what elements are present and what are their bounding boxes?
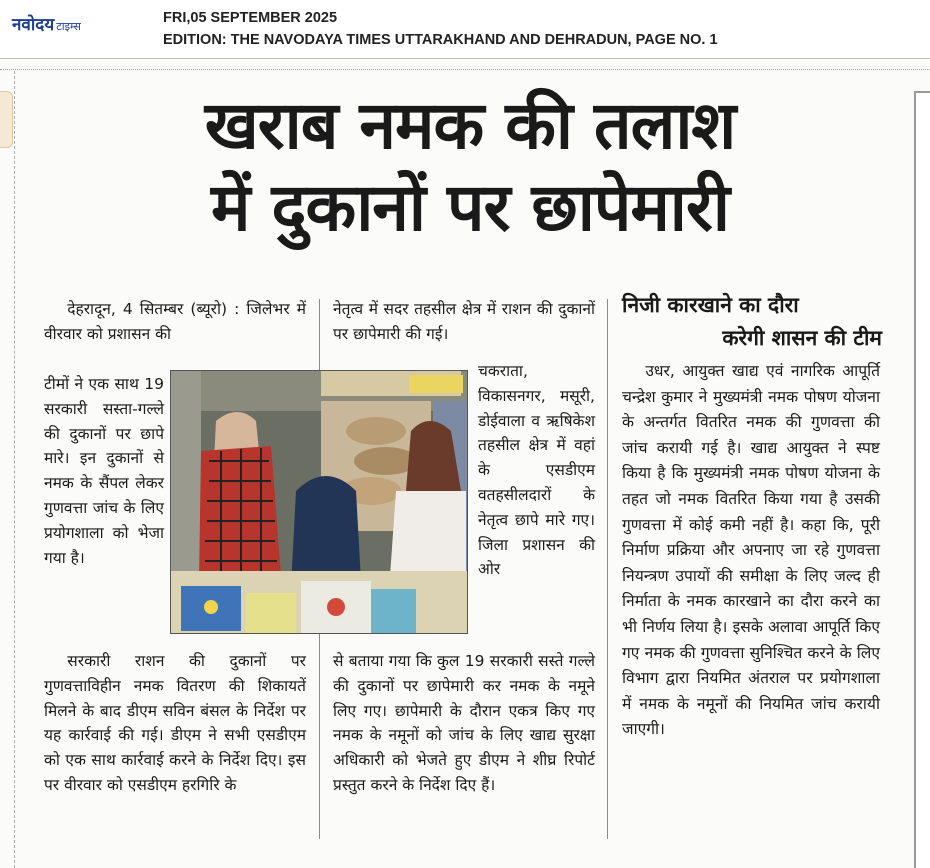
article-paragraph: टीमों ने एक साथ 19 सरकारी सस्ता-गल्ले की दुकानों पर छापे मारे। इन दुकानों से नमक के सैंपल लेकर गुणवत्ता जांच के लिए प्रयोगशाला को भेजा गया है। — [44, 375, 164, 567]
cut-text-strip — [0, 59, 930, 70]
raid-photo-illustration — [171, 371, 467, 633]
article-dateline-paragraph: देहरादून, 4 सितम्बर (ब्यूरो) : जिलेभर में वीरवार को प्रशासन की — [44, 300, 306, 343]
headline-line-2: में दुकानों पर छापेमारी — [211, 169, 729, 246]
article-paragraph: नेतृत्व में सदर तहसील क्षेत्र में राशन की दुकानों पर छापेमारी की गई। — [333, 300, 595, 343]
sidebar-body: उधर, आयुक्त खाद्य एवं नागरिक आपूर्ति चन्द्रेश कुमार ने मुख्यमंत्री नमक पोषण योजना के अन्तर्गत वितरित नमक की गुणवत्ता की जांच करायी गई है। खाद्य आयुक्त ने स्पष्ट किया है कि मुख्यमंत्री नमक पोषण योजना के तहत जो नमक वितरित किया गया है उसकी गुणवत्ता में कोई कमी नहीं है। कहा कि, पूरी निर्माण प्रक्रिया और अपनाए जा रहे गुणवत्ता नियन्त्रण उपायों की समीक्षा के लिए जल्द ही निर्माता के नमक कारखाने का दौरा करने का भी निर्णय लिया है। इसके अलावा आपूर्ति किए गए नमक की गुणवत्ता सुनिश्चित करने के लिए विभाग द्वारा नियमित अंतराल पर प्रयोगशाला में नमक के नमूनों की नियमित जांच करायी जाएगी। — [622, 362, 880, 739]
sidebar-headline — [622, 289, 882, 355]
sidebar-headline-line-1: निजी कारखाने का दौरा — [622, 293, 799, 317]
article-paragraph: सरकारी राशन की दुकानों पर गुणवत्ताविहीन नमक वितरण की शिकायतें मिलने के बाद डीएम सविन बंसल के निर्देश पर यह कार्रवाई की गई। डीएम ने सभी एसडीएम को एक साथ कार्रवाई करने के निर्देश दिए। इस पर वीरवार को एसडीएम हरगिरि के — [44, 652, 306, 794]
article-headline — [30, 85, 910, 249]
edition-info: EDITION: THE NAVODAYA TIMES UTTARAKHAND AND DEHRADUN, PAGE NO. 1 — [163, 32, 718, 48]
edition-header — [0, 0, 930, 59]
newspaper-page — [0, 59, 930, 868]
raid-photo[interactable] — [170, 370, 468, 634]
headline-line-1: खराब नमक की तलाश — [204, 87, 736, 164]
newspaper-logo[interactable]: नवोदय टाइम्स — [12, 15, 81, 35]
article-paragraph: चकराता, विकासनगर, मसूरी, डोईवाला व ऋषिकेश तहसील क्षेत्र में वहां के एसडीएम वतहसीलदारों के नेतृत्व छापे मारे गए। जिला प्रशासन की ओर — [478, 362, 595, 579]
article-paragraph: से बताया गया कि कुल 19 सरकारी सस्ते गल्ले की दुकानों पर छापेमारी कर नमक के नमूने लिए गए। छापेमारी के दौरान एकत्र किए गए नमक के नमूनों को जांच के लिए खाद्य सुरक्षा अधिकारी को भेजते हुए डीएम ने शीघ्र रिपोर्ट प्रस्तुत करने के निर्देश दिए हैं। — [333, 652, 595, 794]
column-divider — [607, 299, 608, 839]
adjacent-image-fragment — [0, 91, 13, 148]
adjacent-article-left-edge — [0, 71, 15, 868]
edition-date: FRI,05 SEPTEMBER 2025 — [163, 10, 338, 26]
sidebar-headline-line-2: करेगी शासन की टीम — [722, 326, 882, 350]
adjacent-article-right-edge — [914, 91, 930, 868]
